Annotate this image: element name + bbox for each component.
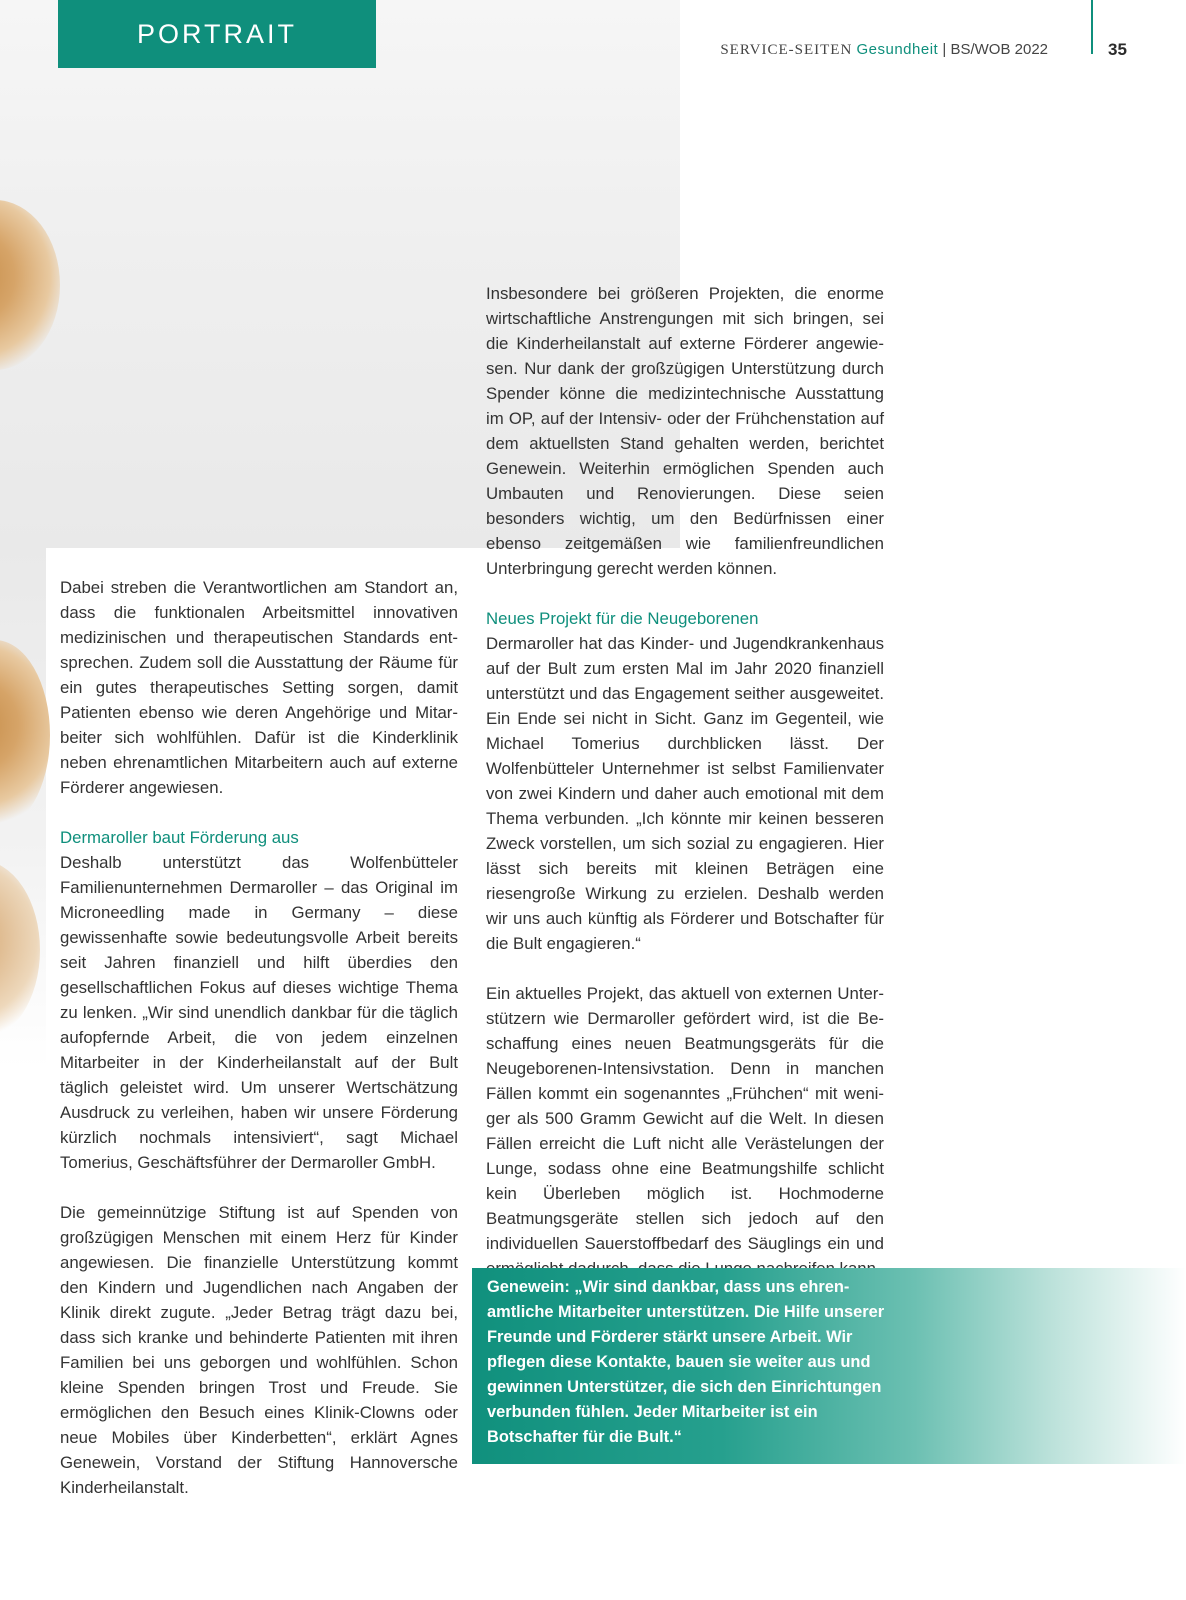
page-number: 35 <box>1108 40 1127 59</box>
right-column <box>486 281 884 1281</box>
left-subheading: Dermaroller baut Förderung aus <box>60 828 299 847</box>
left-paragraph-1: Deshalb unterstützt das Wolfenbütteler Familienunternehmen Dermaroller – das Original im Microneedling made in Germany – diese gewissenhafte sowie bedeutungsvolle Arbeit bereits seit Jahren finanziell und hilft überdies den gesellschaftlichen Fokus auf dieses wichtige Thema zu lenken. „Wir sind unendlich dankbar für die täglich aufopfernde Arbeit, die von jedem einzelnen Mitarbeiter in der Kinderheilanstalt auf der Bult täglich geleistet wird. Um unserer Wertschätzung Ausdruck zu verleihen, haben wir unsere Förderung kürzlich nochmals intensiviert“, sagt Michael Tomerius, Geschäftsführer der Dermaroller GmbH. <box>60 853 458 1172</box>
left-column <box>60 575 458 1500</box>
right-paragraph-1: Dermaroller hat das Kinder- und Jugendkrankenhaus auf der Bult zum ersten Mal im Jahr 2020 finanziell unterstützt und das Engagement seither ausgeweitet. Ein Ende sei nicht in Sicht. Ganz im Gegenteil, wie Michael Tomerius durchblicken lässt. Der Wolfenbütteler Unternehmer ist selbst Familienvater von zwei Kindern und daher auch emotional mit dem Thema verbunden. „Ich könnte mir keinen besseren Zweck vorstellen, um sich sozial zu engagieren. Hier lässt sich bereits mit kleinen Beträgen eine riesengroße Wirkung zu erzielen. Deshalb werden wir uns auch künftig als Förderer und Botschafter für die Bult engagieren.“ <box>486 634 884 953</box>
pull-quote <box>472 1268 1186 1464</box>
left-intro-paragraph: Dabei streben die Verantwortlichen am Standort an, dass die funktionalen Arbeitsmittel innovativen medizinischen und therapeutischen Standards entsprechen. Zudem soll die Ausstattung der Räume für ein gutes therapeutisches Setting sorgen, damit Patienten ebenso wie deren Angehörige und Mitarbeiter sich wohlfühlen. Dafür ist die Kinderklinik neben ehrenamtlichen Mitarbeitern auch auf externe Förderer angewiesen. <box>60 578 458 797</box>
header-divider <box>1091 0 1093 54</box>
pull-quote-text: Genewein: „Wir sind dankbar, dass uns ehrenamtliche Mitarbeiter unterstützen. Die Hilfe unserer Freunde und Förderer stärkt unsere Arbeit. Wir pflegen diese Kontakte, bauen sie weiter aus und gewinnen Unterstützer, die sich den Einrichtungen verbunden fühlen. Jeder Mitarbeiter ist ein Botschafter für die Bult.“ <box>487 1278 885 1446</box>
right-intro-paragraph: Insbesondere bei größeren Projekten, die enorme wirtschaftliche Anstrengungen mit sich bringen, sei die Kinderheilanstalt auf externe Förderer angewiesen. Nur dank der großzügigen Unterstützung durch Spender könne die medizintechnische Ausstattung im OP, auf der Intensiv- oder der Frühchenstation auf dem aktuellsten Stand gehalten werden, berichtet Genewein. Weiterhin ermöglichen Spenden auch Umbauten und Renovierungen. Diese seien besonders wichtig, um den Bedürfnissen einer ebenso zeitgemäßen wie familienfreundlichen Unterbringung gerecht werden können. <box>486 284 884 578</box>
running-head-topic: Gesundheit <box>856 41 939 58</box>
running-head-series: SERVICE-SEITEN <box>720 42 853 58</box>
section-tab <box>58 0 376 68</box>
running-head-region: BS/WOB 2022 <box>950 41 1048 58</box>
running-head-separator: | <box>942 41 947 58</box>
running-head <box>720 41 1048 59</box>
right-paragraph-2: Ein aktuelles Projekt, das aktuell von externen Unterstützern wie Dermaroller gefördert wird, ist die Beschaffung eines neuen Beatmungsgeräts für die Neugeborenen-Intensivstation. Denn in manchen Fällen kommt ein sogenanntes „Frühchen“ mit weniger als 500 Gramm Gewicht auf die Welt. In diesen Fällen erreicht die Luft nicht alle Verästelungen der Lunge, sodass ohne eine Beatmungshilfe schlicht kein Überleben möglich ist. Hochmoderne Beatmungsgeräte stellen sich jedoch auf den individuellen Sauerstoffbedarf des Säuglings ein und <box>486 984 884 1253</box>
section-label: PORTRAIT <box>136 18 297 49</box>
left-paragraph-2: Die gemeinnützige Stiftung ist auf Spenden von großzügigen Menschen mit einem Herz für Kinder angewiesen. Die finanzielle Unterstützung kommt den Kindern und Jugendlichen nach Angaben der Klinik direkt zugute. „Jeder Betrag trägt dazu bei, dass sich kranke und behinderte Patienten mit ihren Familien bei uns geborgen und wohlfühlen. Schon kleine Spenden bringen Trost und Freude. Sie ermöglichen den Besuch eines Klinik-Clowns oder neue Mobiles über Kinderbetten“, erklärt Agnes Genewein, Vorstand der Stiftung Hannoversche Kinderheilanstalt. <box>60 1203 458 1497</box>
right-subheading: Neues Projekt für die Neugeborenen <box>486 609 759 628</box>
